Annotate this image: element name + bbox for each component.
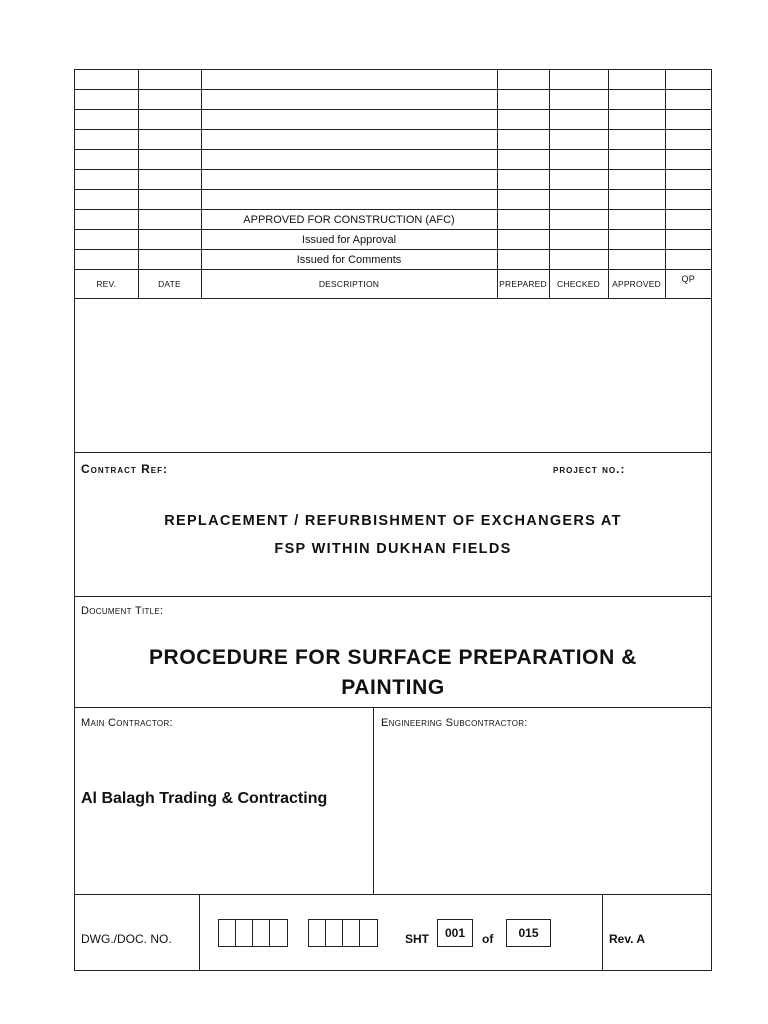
sheet-label: SHT (405, 932, 429, 946)
divider-line (75, 894, 711, 895)
table-cell-qp (665, 70, 711, 90)
table-cell-approved (608, 210, 665, 230)
column-header-description: DESCRIPTION (201, 270, 497, 299)
table-cell-checked (549, 90, 608, 110)
table-cell-checked (549, 250, 608, 270)
table-cell-prepared (497, 250, 549, 270)
footer-divider-left (199, 894, 200, 970)
table-cell-prepared (497, 90, 549, 110)
table-cell-prepared (497, 130, 549, 150)
table-cell-date (138, 170, 201, 190)
table-row (75, 150, 711, 170)
table-cell-rev (75, 90, 138, 110)
table-cell-checked (549, 70, 608, 90)
table-cell-date (138, 230, 201, 250)
table-cell-qp (665, 210, 711, 230)
table-cell-rev (75, 250, 138, 270)
project-title-line1: REPLACEMENT / REFURBISHMENT OF EXCHANGERS AT (164, 513, 622, 529)
table-row (75, 210, 711, 230)
table-cell-approved (608, 190, 665, 210)
table-cell-rev (75, 210, 138, 230)
main-contractor-label: Main Contractor: (81, 717, 173, 729)
table-cell-prepared (497, 170, 549, 190)
table-header-row (75, 270, 711, 299)
table-cell-qp (665, 110, 711, 130)
table-cell-qp (665, 150, 711, 170)
main-contractor-name: Al Balagh Trading & Contracting (81, 790, 328, 807)
table-cell-rev (75, 150, 138, 170)
footer-divider-right (602, 894, 603, 970)
doc-no-label: DWG./DOC. NO. (81, 932, 172, 946)
table-cell-qp (665, 250, 711, 270)
table-row (75, 90, 711, 110)
table-cell-approved (608, 250, 665, 270)
project-title-line2: FSP WITHIN DUKHAN FIELDS (274, 541, 512, 557)
document-title-label: Document Title: (81, 605, 164, 617)
table-cell-rev (75, 110, 138, 130)
table-cell-approved (608, 230, 665, 250)
table-cell-description (201, 170, 497, 190)
sheet-number-box: 001 (437, 919, 473, 947)
table-cell-rev (75, 230, 138, 250)
table-cell-prepared (497, 210, 549, 230)
table-cell-qp (665, 190, 711, 210)
document-title (75, 643, 711, 703)
table-cell-date (138, 70, 201, 90)
table-cell-qp (665, 170, 711, 190)
table-cell-date (138, 190, 201, 210)
table-cell-description: Issued for Approval (201, 230, 497, 250)
table-cell-rev (75, 190, 138, 210)
engineering-subcontractor-label: Engineering Subcontractor: (381, 717, 528, 729)
table-cell-checked (549, 110, 608, 130)
column-header-approved: APPROVED (608, 270, 665, 299)
table-cell-checked (549, 150, 608, 170)
project-no-label: project no.: (553, 462, 626, 476)
table-cell-checked (549, 210, 608, 230)
table-cell-checked (549, 190, 608, 210)
table-cell-description (201, 190, 497, 210)
table-row (75, 110, 711, 130)
column-header-date: DATE (138, 270, 201, 299)
table-cell-rev (75, 70, 138, 90)
table-cell-date (138, 130, 201, 150)
revision-label: Rev. A (609, 932, 646, 946)
table-cell-date (138, 250, 201, 270)
table-row (75, 230, 711, 250)
table-row (75, 70, 711, 90)
column-header-checked: CHECKED (549, 270, 608, 299)
table-cell-prepared (497, 150, 549, 170)
table-row (75, 250, 711, 270)
divider-line (75, 452, 711, 453)
table-cell-date (138, 110, 201, 130)
contract-ref-label: Contract Ref: (81, 462, 168, 476)
table-cell-description: APPROVED FOR CONSTRUCTION (AFC) (201, 210, 497, 230)
table-cell-prepared (497, 190, 549, 210)
table-cell-checked (549, 170, 608, 190)
document-title-line2: PAINTING (341, 676, 445, 699)
table-cell-description (201, 90, 497, 110)
column-header-rev: REV. (75, 270, 138, 299)
table-cell-approved (608, 170, 665, 190)
table-cell-description (201, 130, 497, 150)
of-label: of (482, 932, 494, 946)
table-cell-approved (608, 130, 665, 150)
table-row (75, 170, 711, 190)
divider-line (75, 707, 711, 708)
doc-no-boxes-2 (308, 919, 378, 947)
column-header-prepared: PREPARED (497, 270, 549, 299)
column-header-qp: QP (665, 270, 711, 299)
table-cell-date (138, 210, 201, 230)
table-cell-description (201, 110, 497, 130)
revision-table (75, 70, 711, 299)
table-cell-approved (608, 90, 665, 110)
table-cell-prepared (497, 70, 549, 90)
table-cell-description: Issued for Comments (201, 250, 497, 270)
table-row (75, 190, 711, 210)
table-cell-prepared (497, 230, 549, 250)
contractor-divider (373, 707, 374, 894)
doc-no-boxes-1 (218, 919, 288, 947)
table-cell-qp (665, 230, 711, 250)
total-sheets-box: 015 (506, 919, 551, 947)
table-cell-rev (75, 170, 138, 190)
table-cell-qp (665, 90, 711, 110)
table-cell-date (138, 90, 201, 110)
table-row (75, 130, 711, 150)
table-cell-qp (665, 130, 711, 150)
table-cell-description (201, 70, 497, 90)
table-cell-approved (608, 70, 665, 90)
divider-line (75, 596, 711, 597)
document-title-line1: PROCEDURE FOR SURFACE PREPARATION & (148, 646, 638, 669)
table-cell-approved (608, 110, 665, 130)
table-cell-checked (549, 130, 608, 150)
project-title (75, 507, 711, 563)
table-cell-description (201, 150, 497, 170)
table-cell-date (138, 150, 201, 170)
table-cell-prepared (497, 110, 549, 130)
table-cell-approved (608, 150, 665, 170)
table-cell-checked (549, 230, 608, 250)
title-block-frame (74, 69, 712, 971)
table-cell-rev (75, 130, 138, 150)
